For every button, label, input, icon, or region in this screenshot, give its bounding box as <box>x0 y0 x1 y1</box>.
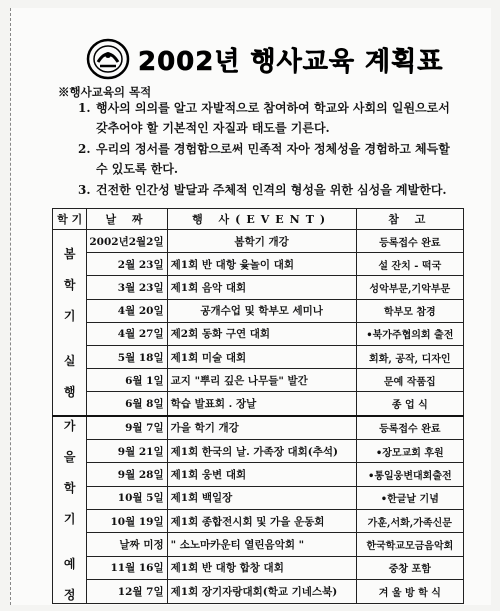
event-name: 교지 "뿌리 깊은 나무들" 발간 <box>167 369 356 392</box>
event-note: •통일웅변대회출전 <box>356 463 463 486</box>
purpose-item <box>78 139 458 179</box>
table-row <box>53 253 464 276</box>
purpose-text: 행사의 의의를 알고 자발적으로 참여하여 학교와 사회의 일원으로서 갖추어야 할 기본적인 자질과 태도를 기른다. <box>96 101 450 135</box>
event-name: 제1회 음악 대회 <box>167 276 356 299</box>
event-date: 3월 23일 <box>87 276 167 299</box>
event-name: 제2회 동화 구연 대회 <box>167 322 356 345</box>
purpose-number: 1. <box>78 101 91 115</box>
table-row <box>53 556 464 579</box>
purpose-number: 3. <box>78 183 91 197</box>
table-row <box>53 416 464 440</box>
event-name: 제1회 미술 대회 <box>167 345 356 368</box>
header-event: 행 사(EVENT) <box>167 209 356 230</box>
event-date: 4월 20일 <box>87 299 167 322</box>
purpose-heading: ※행사교육의 목적 <box>58 85 152 99</box>
event-name: " 소노마카운티 열린음악회 " <box>167 533 356 556</box>
purpose-item <box>78 180 458 200</box>
event-note: 학부모 참경 <box>356 299 463 322</box>
event-date: 12월 7일 <box>87 580 167 603</box>
event-name: 공개수업 및 학부모 세미나 <box>167 299 356 322</box>
event-schedule-table <box>52 208 464 604</box>
event-name: 제1회 백일장 <box>167 486 356 509</box>
event-date: 10월 19일 <box>87 509 167 532</box>
purpose-item <box>78 98 458 138</box>
event-note: 중창 포함 <box>356 556 463 579</box>
event-note: 성악부문,기악부문 <box>356 276 463 299</box>
table-row <box>53 230 464 253</box>
table-row <box>53 322 464 345</box>
event-name: 가을 학기 개강 <box>167 416 356 440</box>
event-note: 한국학교모금음악회 <box>356 533 463 556</box>
event-name: 제1회 한국의 날. 가족장 대회(추석) <box>167 439 356 462</box>
table-row <box>53 486 464 509</box>
event-date: 9월 7일 <box>87 416 167 440</box>
semester-label: 가 을 학 기 예 정 <box>53 416 87 604</box>
table-row <box>53 580 464 603</box>
event-date: 10월 5일 <box>87 486 167 509</box>
purpose-text: 우리의 정서를 경험함으로써 민족적 자아 정체성을 경험하고 체득할 수 있도록 한다. <box>96 142 450 176</box>
event-name: 학습 발표회 . 장날 <box>167 392 356 416</box>
event-date: 날짜 미정 <box>87 533 167 556</box>
event-note: 설 잔치 - 떡국 <box>356 253 463 276</box>
header-date: 날 짜 <box>87 209 167 230</box>
purpose-text: 건전한 인간성 발달과 주체적 인격의 형성을 위한 심성을 계발한다. <box>96 183 447 197</box>
table-row <box>53 276 464 299</box>
school-seal-icon <box>86 38 130 80</box>
document-header <box>86 38 443 80</box>
page-title: 2002년 행사교육 계획표 <box>138 46 444 77</box>
event-name: 제1회 웅변 대회 <box>167 463 356 486</box>
purpose-list <box>78 98 458 201</box>
event-note: 등록접수 완료 <box>356 416 463 440</box>
table-row <box>53 345 464 368</box>
event-note: 회화, 공작, 디자인 <box>356 345 463 368</box>
event-note: •장모교회 후원 <box>356 439 463 462</box>
event-note: 등록접수 완료 <box>356 230 463 253</box>
event-date: 6월 8일 <box>87 392 167 416</box>
event-date: 9월 28일 <box>87 463 167 486</box>
event-note: 문예 작품집 <box>356 369 463 392</box>
table-row <box>53 439 464 462</box>
event-date: 2월 23일 <box>87 253 167 276</box>
event-name: 봄학기 개강 <box>167 230 356 253</box>
table-body <box>53 230 464 604</box>
event-note: 종 업 식 <box>356 392 463 416</box>
header-note: 참 고 <box>356 209 463 230</box>
table-row <box>53 509 464 532</box>
event-note: 겨 울 방 학 식 <box>356 580 463 603</box>
event-name: 제1회 반 대항 합창 대회 <box>167 556 356 579</box>
purpose-number: 2. <box>78 142 91 156</box>
header-semester: 학 기 <box>53 209 87 230</box>
event-note: •한글날 기념 <box>356 486 463 509</box>
table-row <box>53 369 464 392</box>
event-date: 11월 16일 <box>87 556 167 579</box>
semester-label: 봄 학 기 실 행 <box>53 230 87 416</box>
event-date: 4월 27일 <box>87 322 167 345</box>
event-note: 가훈,서화,가족신문 <box>356 509 463 532</box>
event-date: 5월 18일 <box>87 345 167 368</box>
table-row <box>53 392 464 416</box>
event-name: 제1회 종합전시회 및 가을 운동회 <box>167 509 356 532</box>
event-note: •북가주협의회 출전 <box>356 322 463 345</box>
table-row <box>53 533 464 556</box>
event-date: 6월 1일 <box>87 369 167 392</box>
table-row <box>53 299 464 322</box>
event-date: 9월 21일 <box>87 439 167 462</box>
event-name: 제1회 반 대항 윷놀이 대회 <box>167 253 356 276</box>
table-header-row <box>53 209 464 230</box>
event-date: 2002년2월2일 <box>87 230 167 253</box>
event-name: 제1회 장기자랑대회(학교 기네스북) <box>167 580 356 603</box>
table-row <box>53 463 464 486</box>
